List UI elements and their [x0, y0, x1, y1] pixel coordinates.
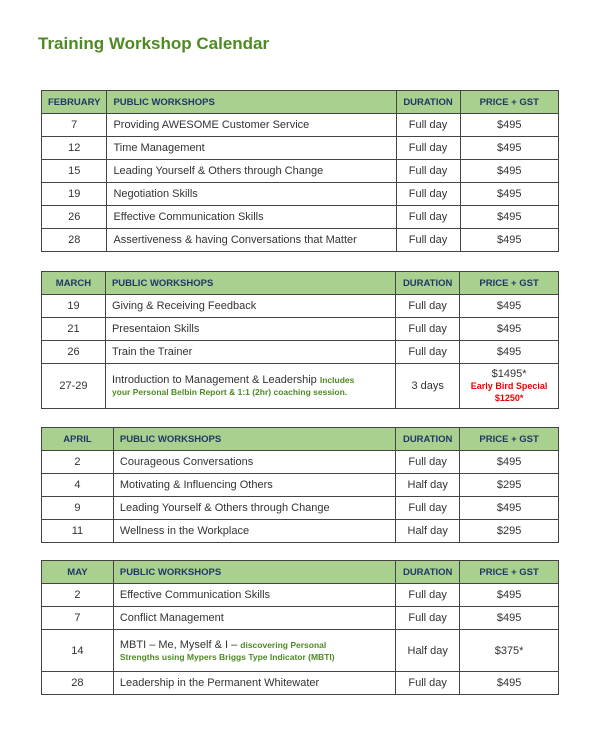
workshop-cell: Effective Communication Skills [113, 584, 395, 607]
duration-cell: Half day [396, 474, 460, 497]
date-cell: 4 [42, 474, 114, 497]
price-header: PRICE + GST [460, 561, 559, 584]
date-cell: 15 [42, 160, 107, 183]
price-cell: $495 [460, 318, 559, 341]
price-cell: $495 [460, 497, 559, 520]
table-row [42, 451, 559, 474]
price-cell: $495 [460, 607, 559, 630]
date-cell: 11 [42, 520, 114, 543]
workshop-cell: Negotiation Skills [107, 183, 396, 206]
table-row [42, 630, 559, 672]
month-header: MARCH [42, 272, 106, 295]
header-row [42, 561, 559, 584]
duration-header: DURATION [396, 272, 460, 295]
workshop-cell: Wellness in the Workplace [113, 520, 395, 543]
table-row [42, 474, 559, 497]
workshop-note: discovering Personal [240, 639, 327, 650]
price-header: PRICE + GST [460, 428, 559, 451]
duration-cell: Full day [396, 295, 460, 318]
table-row [42, 318, 559, 341]
table-row [42, 497, 559, 520]
workshop-cell [105, 364, 395, 409]
header-row [42, 272, 559, 295]
table-row [42, 672, 559, 695]
workshop-cell: Courageous Conversations [113, 451, 395, 474]
workshops-header: PUBLIC WORKSHOPS [113, 561, 395, 584]
duration-cell: Full day [396, 318, 460, 341]
duration-cell: Full day [396, 206, 460, 229]
workshop-cell: Effective Communication Skills [107, 206, 396, 229]
duration-cell: Full day [396, 672, 460, 695]
duration-header: DURATION [396, 428, 460, 451]
table-row [42, 114, 559, 137]
date-cell: 2 [42, 451, 114, 474]
month-header: FEBRUARY [42, 91, 107, 114]
table-row [42, 607, 559, 630]
date-cell: 28 [42, 672, 114, 695]
duration-cell: Full day [396, 114, 460, 137]
table-row [42, 229, 559, 252]
header-row [42, 428, 559, 451]
table-row [42, 183, 559, 206]
header-row [42, 91, 559, 114]
duration-cell: Full day [396, 183, 460, 206]
price-cell: $495 [460, 160, 558, 183]
month-header: MAY [42, 561, 114, 584]
date-cell: 7 [42, 607, 114, 630]
workshop-cell: Leading Yourself & Others through Change [107, 160, 396, 183]
duration-cell: Half day [396, 520, 460, 543]
early-bird-label: Early Bird Special [470, 381, 548, 391]
table-row [42, 364, 559, 409]
workshop-cell: Leading Yourself & Others through Change [113, 497, 395, 520]
price-cell: $295 [460, 474, 559, 497]
table-row [42, 160, 559, 183]
price-cell: $375* [460, 630, 559, 672]
price-cell: $495 [460, 206, 558, 229]
workshop-name: MBTI – Me, Myself & I – [119, 638, 238, 651]
table-row [42, 137, 559, 160]
price-header: PRICE + GST [460, 272, 559, 295]
february-table [41, 90, 559, 252]
date-cell: 27-29 [42, 364, 106, 409]
duration-cell: Full day [396, 497, 460, 520]
duration-cell: Full day [396, 341, 460, 364]
table-row [42, 520, 559, 543]
date-cell: 2 [42, 584, 114, 607]
workshop-note: your Personal Belbin Report & 1:1 (2hr) coaching session. [111, 387, 348, 397]
duration-cell: Full day [396, 584, 460, 607]
date-cell: 26 [42, 341, 106, 364]
duration-header: DURATION [396, 561, 460, 584]
price-cell: $295 [460, 520, 559, 543]
duration-header: DURATION [396, 91, 460, 114]
april-table [41, 427, 559, 543]
date-cell: 21 [42, 318, 106, 341]
price-header: PRICE + GST [460, 91, 558, 114]
workshop-cell: Conflict Management [113, 607, 395, 630]
workshop-cell: Presentaion Skills [105, 318, 395, 341]
workshop-cell: Motivating & Influencing Others [113, 474, 395, 497]
page-title: Training Workshop Calendar [38, 34, 270, 53]
duration-cell: 3 days [396, 364, 460, 409]
date-cell: 28 [42, 229, 107, 252]
date-cell: 12 [42, 137, 107, 160]
duration-cell: Half day [396, 630, 460, 672]
workshop-note: Includes [319, 375, 355, 385]
workshop-cell: Assertiveness & having Conversations that Matter [107, 229, 396, 252]
price-cell: $495 [460, 137, 558, 160]
date-cell: 26 [42, 206, 107, 229]
workshop-note: Strengths using Mypers Briggs Type Indicator (MBTI) [119, 651, 335, 662]
date-cell: 19 [42, 295, 106, 318]
workshop-cell [113, 630, 395, 672]
table-row [42, 295, 559, 318]
duration-cell: Full day [396, 137, 460, 160]
price-cell [460, 364, 559, 409]
workshop-name: Introduction to Management & Leadership [111, 374, 317, 386]
may-table [41, 560, 559, 695]
month-header: APRIL [42, 428, 114, 451]
date-cell: 9 [42, 497, 114, 520]
duration-cell: Full day [396, 451, 460, 474]
date-cell: 19 [42, 183, 107, 206]
workshop-cell: Time Management [107, 137, 396, 160]
workshops-header: PUBLIC WORKSHOPS [107, 91, 396, 114]
date-cell: 7 [42, 114, 107, 137]
price-cell: $495 [460, 229, 558, 252]
price-cell: $495 [460, 341, 559, 364]
price-cell: $495 [460, 451, 559, 474]
workshops-header: PUBLIC WORKSHOPS [113, 428, 395, 451]
workshop-cell: Providing AWESOME Customer Service [107, 114, 396, 137]
price: $1495* [491, 368, 527, 380]
early-bird-price: $1250* [494, 393, 524, 403]
price-cell: $495 [460, 295, 559, 318]
table-row [42, 584, 559, 607]
table-row [42, 206, 559, 229]
duration-cell: Full day [396, 607, 460, 630]
workshop-cell: Train the Trainer [105, 341, 395, 364]
price-cell: $495 [460, 183, 558, 206]
duration-cell: Full day [396, 160, 460, 183]
workshops-header: PUBLIC WORKSHOPS [105, 272, 395, 295]
march-table [41, 271, 559, 409]
duration-cell: Full day [396, 229, 460, 252]
workshop-cell: Leadership in the Permanent Whitewater [113, 672, 395, 695]
date-cell: 14 [42, 630, 114, 672]
price-cell: $495 [460, 672, 559, 695]
price-cell: $495 [460, 584, 559, 607]
table-row [42, 341, 559, 364]
price-cell: $495 [460, 114, 558, 137]
workshop-cell: Giving & Receiving Feedback [105, 295, 395, 318]
